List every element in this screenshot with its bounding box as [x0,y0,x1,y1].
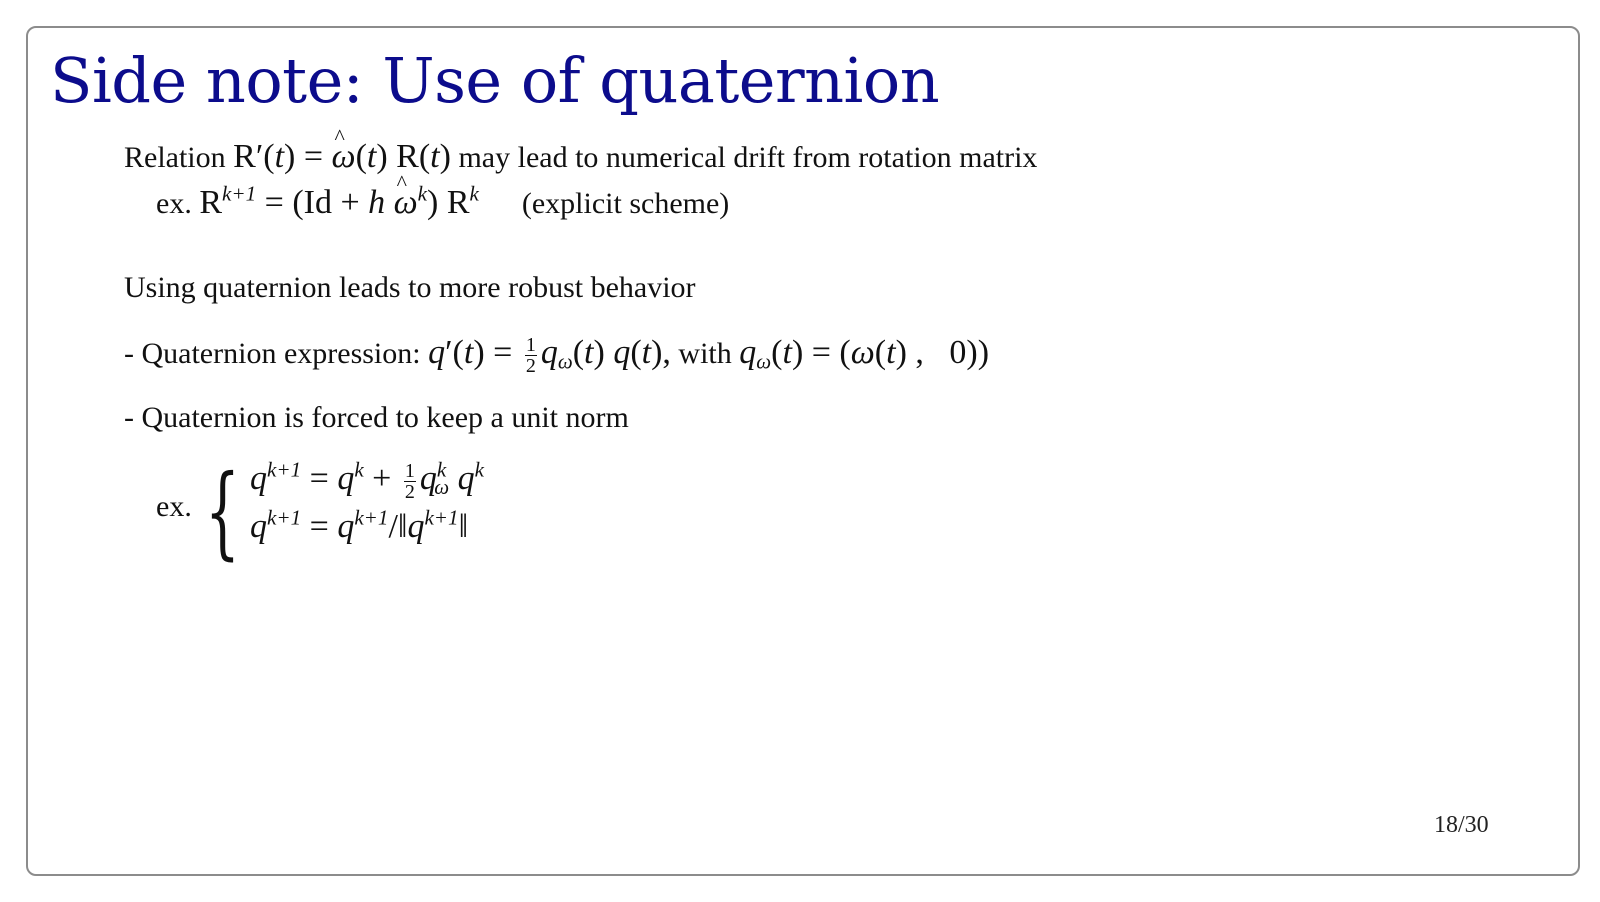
explicit-scheme-equation: $R^{k+1} = (Id + h$ ^ $\omega^k$) $R^k$ [199,184,479,221]
slide-title: Side note: Use of quaternion [50,44,940,117]
robust-behavior-line: Using quaternion leads to more robust behavior [124,271,696,304]
quaternion-expression-line [124,334,989,376]
system-equation-2: $q^{k+1}$ = $q^{k+1}/‖q^{k+1}‖$ [250,505,469,545]
system-example-label: ex. [156,490,192,523]
relation-prefix: Relation [124,141,226,174]
page-number: 18/30 [1434,812,1489,838]
quaternion-expression-prefix: - Quaternion expression: [124,337,421,370]
unit-norm-line: - Quaternion is forced to keep a unit norm [124,401,629,434]
relation-suffix: may lead to numerical drift from rotation matrix [458,141,1038,174]
quaternion-with-label: with [678,337,732,370]
example-label: ex. [156,187,192,220]
relation-equation: R′(t) = ^ ω(t) R(t) [233,138,451,175]
relation-line [124,138,1037,176]
quaternion-derivative-equation: q′(t) = $\frac{1}{2}$ $q_\omega(t)$ q(t), [428,333,671,377]
left-brace-icon: { [205,453,240,570]
quaternion-omega-definition: $q_\omega(t) = (\omega(t)$ , 0)) [739,334,990,374]
system-equation-1: $q^{k+1} = q^k$ + $\frac{1}{2}$ $q^k_\omega$ $q^k$ [250,457,484,503]
explicit-scheme-note: (explicit scheme) [521,187,730,220]
explicit-scheme-line [156,181,730,222]
